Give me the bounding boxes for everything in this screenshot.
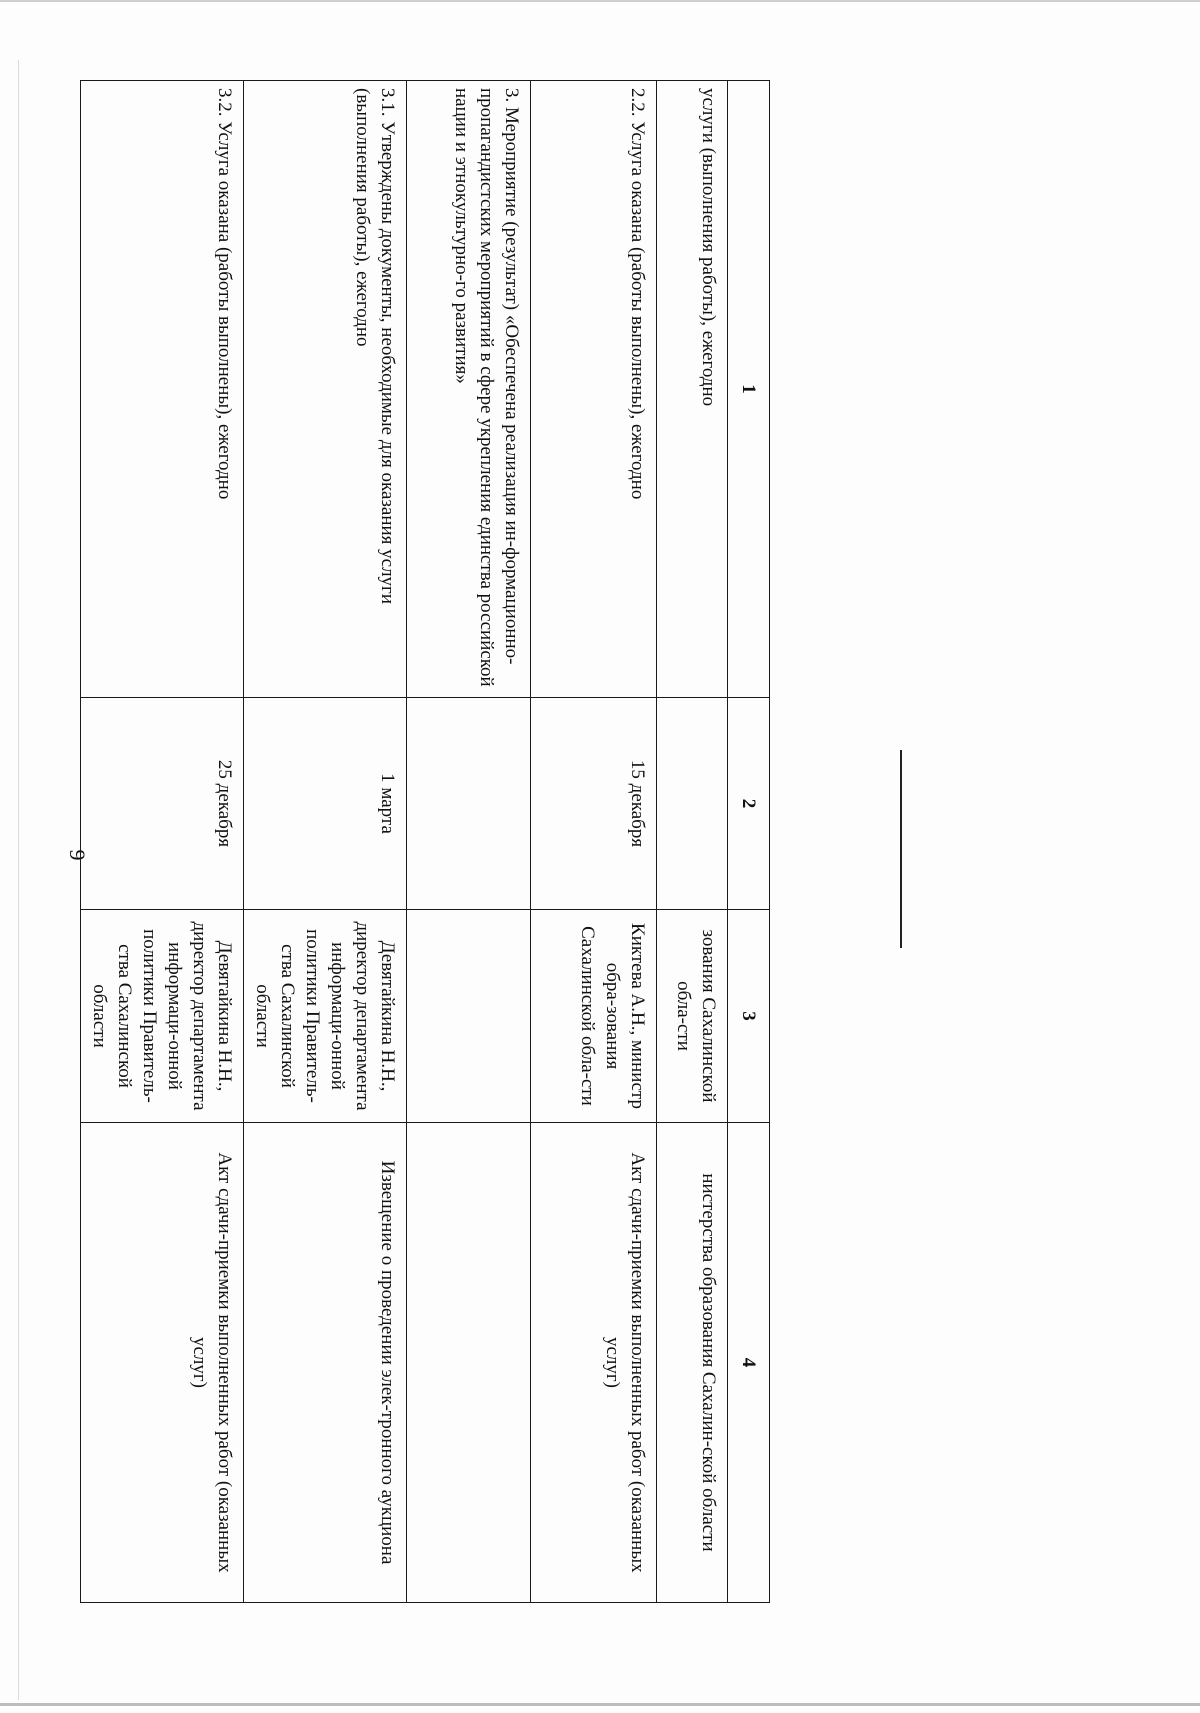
event-cell: 2.2. Услуга оказана (работы выполнены), ежегодно (531, 81, 657, 698)
column-header-2: 2 (728, 698, 770, 910)
column-header-4: 4 (728, 1123, 770, 1603)
date-cell: 15 декабря (531, 698, 657, 910)
column-header-1: 1 (728, 81, 770, 698)
rotated-table-container (89, 80, 770, 1602)
document-cell: Извещение о проведении элек-тронного аукциона (244, 1123, 407, 1603)
event-cell: 3. Мероприятие (результат) «Обеспечена реализация ин-формационно-пропагандистских мероприятий в сфере укрепления единства российской нации и этнокультурно-го развития» (407, 81, 531, 698)
end-of-table-rule (900, 750, 902, 948)
table-row (407, 81, 531, 1603)
date-cell (657, 698, 728, 910)
responsible-cell: зования Сахалинской обла-сти (657, 910, 728, 1123)
table-row (244, 81, 407, 1603)
date-cell: 1 марта (244, 698, 407, 910)
table-header-row (728, 81, 770, 1603)
responsible-cell: Девятайкина Н.Н., директор департамента информаци-онной политики Правитель-ства Сахалинской области (81, 910, 244, 1123)
responsible-cell: Девятайкина Н.Н., директор департамента информаци-онной политики Правитель-ства Сахалинской области (244, 910, 407, 1123)
event-cell: 3.2. Услуга оказана (работы выполнены), ежегодно (81, 81, 244, 698)
page-number: 9 (65, 849, 90, 861)
document-cell: Акт сдачи-приемки выполненных работ (оказанных услуг) (531, 1123, 657, 1603)
table-row (531, 81, 657, 1603)
date-cell: 25 декабря (81, 698, 244, 910)
document-cell: Акт сдачи-приемки выполненных работ (оказанных услуг) (81, 1123, 244, 1603)
scan-edge-bottom (0, 1703, 1200, 1706)
scan-edge-left (18, 60, 19, 1700)
scan-edge-top (0, 0, 1200, 2)
schedule-table (80, 80, 770, 1603)
column-header-3: 3 (728, 910, 770, 1123)
responsible-cell (407, 910, 531, 1123)
document-cell: нистерства образования Сахалин-ской области (657, 1123, 728, 1603)
event-cell: 3.1. Утверждены документы, необходимые для оказания услуги (выполнения работы), ежегодно (244, 81, 407, 698)
table-row (657, 81, 728, 1603)
date-cell (407, 698, 531, 910)
event-cell: услуги (выполнения работы), ежегодно (657, 81, 728, 698)
responsible-cell: Киктева А.Н., министр обра-зования Сахалинской обла-сти (531, 910, 657, 1123)
table-row (81, 81, 244, 1603)
document-cell (407, 1123, 531, 1603)
